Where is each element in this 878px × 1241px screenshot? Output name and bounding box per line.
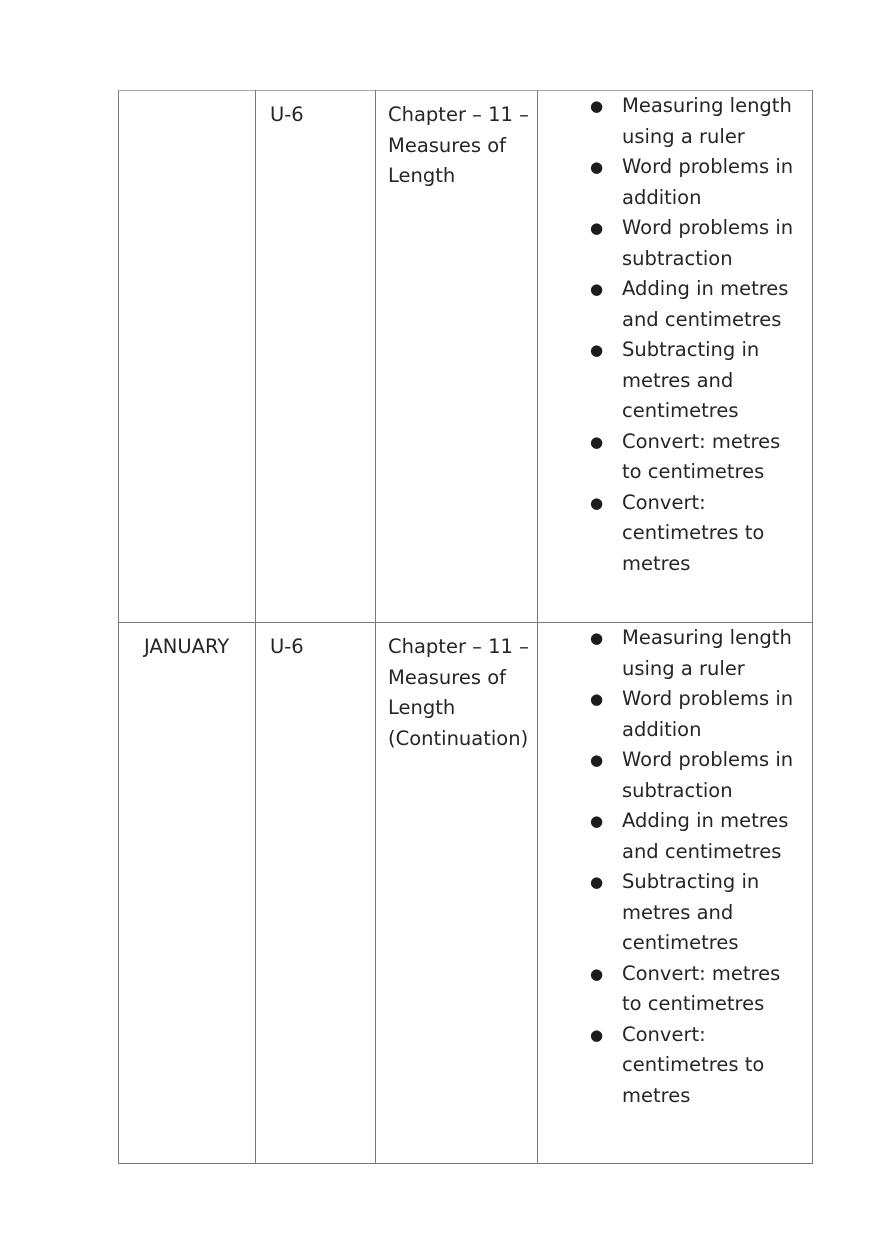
bullet-icon: ● bbox=[590, 158, 604, 176]
unit-value: U-6 bbox=[270, 635, 304, 658]
list-item bbox=[538, 745, 812, 806]
bullet-icon: ● bbox=[590, 219, 604, 237]
list-item bbox=[538, 488, 812, 580]
month-value: JANUARY bbox=[144, 635, 230, 658]
topic-list bbox=[538, 91, 812, 579]
chapter-value: Chapter – 11 – Measures of Length bbox=[388, 103, 529, 187]
list-item-label: Word problems in addition bbox=[622, 155, 794, 209]
list-item bbox=[538, 1020, 812, 1112]
list-item-label: Measuring length using a ruler bbox=[622, 94, 792, 148]
list-item bbox=[538, 867, 812, 959]
table-row bbox=[119, 623, 813, 1164]
list-item-label: Subtracting in metres and centimetres bbox=[622, 338, 760, 422]
month-cell bbox=[119, 623, 256, 1164]
list-item-label: Convert: centimetres to metres bbox=[622, 1022, 765, 1107]
list-item bbox=[538, 335, 812, 427]
list-item bbox=[538, 623, 812, 684]
bullet-icon: ● bbox=[590, 812, 604, 830]
topic-list bbox=[538, 623, 812, 1111]
list-item-label: Word problems in addition bbox=[622, 687, 794, 741]
list-item bbox=[538, 806, 812, 867]
bullet-icon: ● bbox=[590, 432, 604, 451]
unit-value: U-6 bbox=[270, 103, 304, 126]
list-item-label: Convert: metres to centimetres bbox=[622, 429, 781, 483]
chapter-value: Chapter – 11 – Measures of Length (Continuation) bbox=[388, 635, 529, 750]
list-item-label: Adding in metres and centimetres bbox=[622, 277, 789, 331]
list-item-label: Adding in metres and centimetres bbox=[622, 809, 789, 863]
list-item-label: Measuring length using a ruler bbox=[622, 626, 792, 680]
month-value bbox=[119, 91, 255, 100]
unit-cell bbox=[256, 91, 376, 623]
bullet-icon: ● bbox=[590, 873, 604, 891]
bullet-icon: ● bbox=[590, 493, 604, 512]
table-row bbox=[119, 91, 813, 623]
list-item-label: Word problems in subtraction bbox=[622, 216, 794, 270]
bullet-icon: ● bbox=[590, 690, 604, 708]
list-item-label: Convert: centimetres to metres bbox=[622, 490, 765, 575]
bullet-icon: ● bbox=[590, 280, 604, 298]
list-item-label: Word problems in subtraction bbox=[622, 748, 794, 802]
syllabus-table bbox=[118, 90, 813, 1164]
list-item bbox=[538, 274, 812, 335]
list-item bbox=[538, 427, 812, 488]
list-item bbox=[538, 152, 812, 213]
bullet-icon: ● bbox=[590, 1025, 604, 1044]
list-item bbox=[538, 684, 812, 745]
table-body bbox=[119, 91, 813, 1164]
unit-cell bbox=[256, 623, 376, 1164]
list-item bbox=[538, 213, 812, 274]
bullet-icon: ● bbox=[590, 964, 604, 983]
chapter-cell bbox=[376, 623, 538, 1164]
list-item bbox=[538, 91, 812, 152]
month-cell bbox=[119, 91, 256, 623]
bullet-icon: ● bbox=[590, 97, 604, 115]
list-item-label: Subtracting in metres and centimetres bbox=[622, 870, 760, 954]
list-item-label: Convert: metres to centimetres bbox=[622, 961, 781, 1015]
topics-cell bbox=[538, 91, 813, 623]
list-item bbox=[538, 959, 812, 1020]
bullet-icon: ● bbox=[590, 629, 604, 647]
bullet-icon: ● bbox=[590, 751, 604, 769]
bullet-icon: ● bbox=[590, 341, 604, 359]
topics-cell bbox=[538, 623, 813, 1164]
chapter-cell bbox=[376, 91, 538, 623]
